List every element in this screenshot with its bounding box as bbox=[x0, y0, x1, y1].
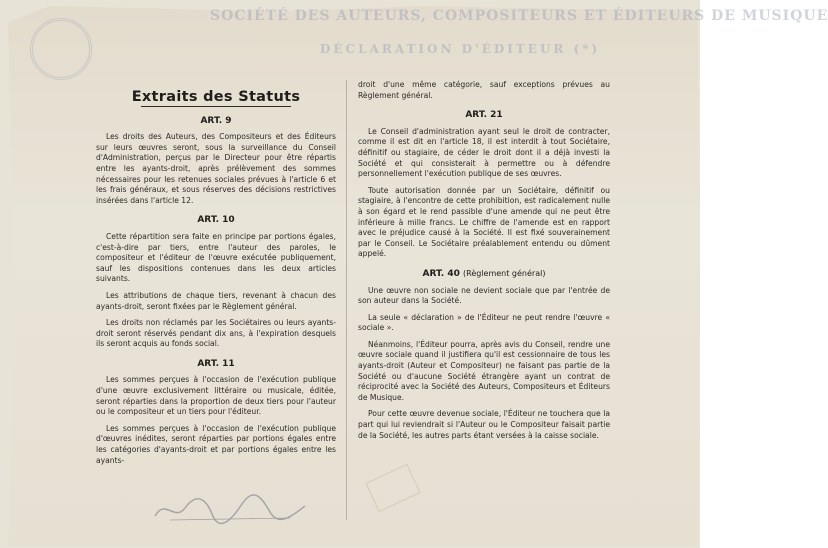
art11-heading: ART. 11 bbox=[197, 358, 235, 369]
column-divider bbox=[346, 80, 347, 520]
art21-paragraph-1: Le Conseil d'administration ayant seul le droit de contracter, comme il est dit en l'article 18, il est interdit à tout Sociétaire, définitif ou stagiaire, de céder le droit dont il a déjà investi la Société et qui consisterait à permettre ou à défendre personnellement l'exécution publique de ses œuvres. bbox=[358, 126, 610, 179]
art40-paragraph-3: Néanmoins, l'Éditeur pourra, après avis du Conseil, rendre une œuvre sociale quand il justifiera qu'il est cessionnaire de tous les ayants-droit (Auteur et Compositeur) ne faisant pas partie de la Société ou d'aucune Société étrangère ayant un contrat de réciprocité avec la Société des Auteurs, Compositeurs et Éditeurs de Musique. bbox=[358, 339, 610, 402]
bleed-through-header: SOCIÉTÉ DES AUTEURS, COMPOSITEURS ET ÉDITEURS DE MUSIQUE bbox=[210, 8, 828, 24]
right-column bbox=[358, 80, 610, 447]
art40-paragraph-4: Pour cette œuvre devenue sociale, l'Éditeur ne touchera que la part qui lui reviendrait si l'Auteur ou le Compositeur faisait partie de la Société, les autres parts étant versées à la caisse sociale. bbox=[358, 409, 610, 440]
art9-heading: ART. 9 bbox=[200, 115, 232, 126]
art21-heading: ART. 21 bbox=[465, 110, 503, 121]
art11-paragraph-1: Les sommes perçues à l'occasion de l'exécution publique d'une œuvre exclusivement littéraire ou musicale, éditée, seront réparties dans la proportion de deux tiers pour l'auteur ou le compositeur et un tiers pour l'éditeur. bbox=[96, 375, 336, 417]
left-column bbox=[96, 89, 336, 472]
art40-paragraph-1: Une œuvre non sociale ne devient sociale que par l'entrée de son auteur dans la Société. bbox=[358, 285, 610, 306]
continuation-paragraph: droit d'une même catégorie, sauf exceptions prévues au Règlement général. bbox=[358, 80, 610, 100]
bleed-through-subheader: DÉCLARATION D'ÉDITEUR (*) bbox=[320, 42, 601, 56]
art40-heading-note: (Règlement général) bbox=[463, 268, 546, 278]
art10-heading: ART. 10 bbox=[197, 215, 235, 226]
handwritten-signature bbox=[150, 488, 310, 528]
art11-paragraph-2: Les sommes perçues à l'occasion de l'exécution publique d'œuvres inédites, seront réparties par portions égales entre les catégories d'ayants-droit et par portions égales entre les ayants- bbox=[96, 423, 336, 465]
document-title: Extraits des Statuts bbox=[131, 89, 301, 105]
art10-paragraph-3: Les droits non réclamés par les Sociétaires ou leurs ayants-droit seront réservés pendant dix ans, à l'expiration desquels ils seront acquis au fonds social. bbox=[96, 318, 336, 349]
art40-heading: ART. 40 (Règlement général) bbox=[422, 268, 546, 279]
bleed-through-seal bbox=[30, 18, 92, 80]
art10-paragraph-2: Les attributions de chaque tiers, revenant à chacun des ayants-droit, seront fixées par le Règlement général. bbox=[96, 290, 336, 311]
art21-paragraph-2: Toute autorisation donnée par un Sociétaire, définitif ou stagiaire, à l'encontre de cette prohibition, est radicalement nulle à son égard et le rend passible d'une amende qui ne peut être inférieure à mille francs. Le chiffre de l'amende est en rapport avec le préjudice causé à la Société. Il est fixé souverainement par le Conseil. Le Sociétaire préalablement entendu ou dûment appelé. bbox=[358, 185, 610, 259]
art9-paragraph: Les droits des Auteurs, des Compositeurs et des Éditeurs sur leurs œuvres seront, sous la surveillance du Conseil d'Administration, perçus par le Directeur pour être répartis entre les ayants-droit, après prélèvement des sommes nécessaires pour les retenues sociales prévues à l'article 6 et les frais généraux, et sous réserves des décisions restrictives insérées dans l'article 12. bbox=[96, 132, 336, 205]
art10-paragraph-1: Cette répartition sera faite en principe par portions égales, c'est-à-dire par tiers, entre l'auteur des paroles, le compositeur et l'éditeur de l'œuvre exécutée publiquement, sauf les dispositions contenues dans les deux articles suivants. bbox=[96, 231, 336, 284]
art40-paragraph-2: La seule « déclaration » de l'Éditeur ne peut rendre l'œuvre « sociale ». bbox=[358, 312, 610, 333]
